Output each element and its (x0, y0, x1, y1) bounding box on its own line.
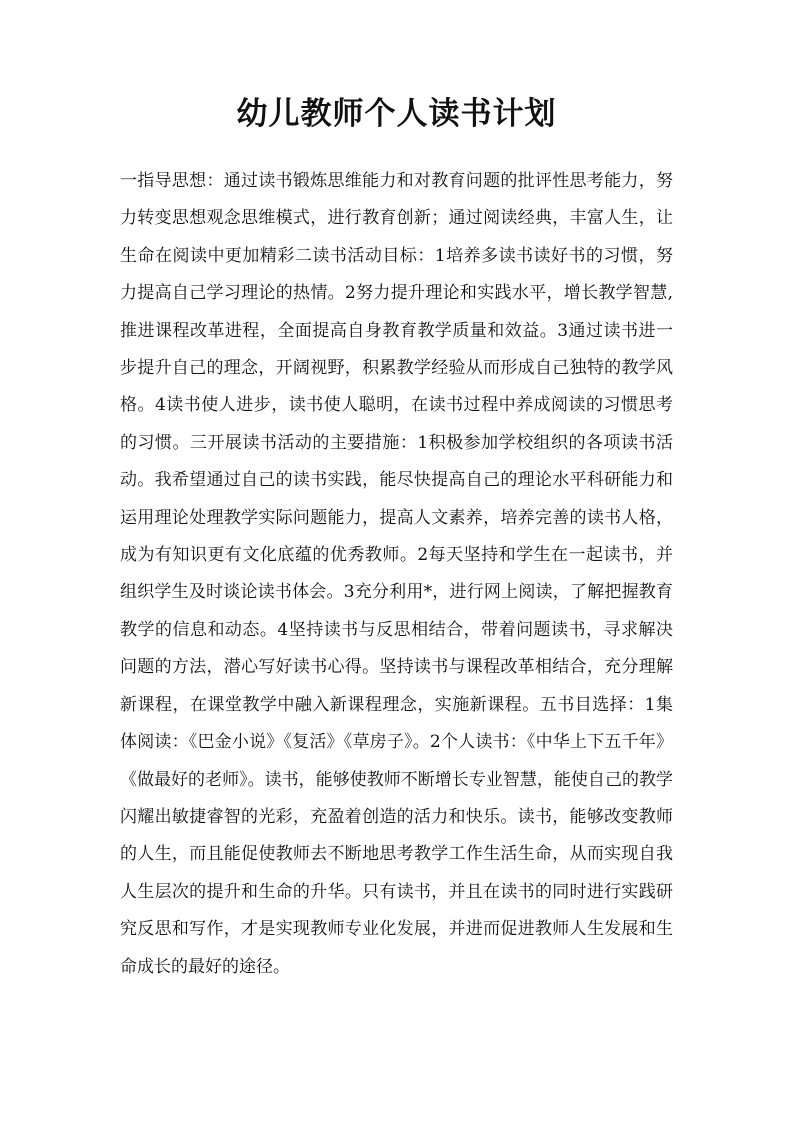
document-title: 幼儿教师个人读书计划 (236, 96, 557, 132)
document-body: 一指导思想：通过读书锻炼思维能力和对教育问题的批评性思考能力，努力转变思想观念思维模式，进行教育创新；通过阅读经典，丰富人生，让生命在阅读中更加精彩二读书活动目标：1培养多读书读好书的习惯，努力提高自己学习理论的热情。2努力提升理论和实践水平，增长教学智慧,推进课程改革进程，全面提高自身教育教学质量和效益。3通过读书进一步提升自己的理念，开阔视野，积累教学经验从而形成自己独特的教学风格。4读书使人进步，读书使人聪明，在读书过程中养成阅读的习惯思考的习惯。三开展读书活动的主要措施：1积极参加学校组织的各项读书活动。我希望通过自己的读书实践，能尽快提高自己的理论水平科研能力和运用理论处理教学实际问题能力，提高人文素养，培养完善的读书人格，成为有知识更有文化底蕴的优秀教师。2每天坚持和学生在一起读书，并组织学生及时谈论读书体会。3充分利用*，进行网上阅读，了解把握教育教学的信息和动态。4坚持读书与反思相结合，带着问题读书，寻求解决问题的方法，潜心写好读书心得。坚持读书与课程改革相结合，充分理解新课程，在课堂教学中融入新课程理念，实施新课程。五书目选择：1集体阅读：《巴金小说》《复活》《草房子》。2个人读书：《中华上下五千年》《做最好的老师》。读书，能够使教师不断增长专业智慧，能使自己的教学闪耀出敏捷睿智的光彩，充盈着创造的活力和快乐。读书，能够改变教师的人生，而且能促使教师去不断地思考教学工作生活生命，从而实现自我人生层次的提升和生命的升华。只有读书，并且在读书的同时进行实践研究反思和写作，才是实现教师专业化发展，并进而促进教师人生发展和生命成长的最好的途径。 (120, 171, 673, 977)
